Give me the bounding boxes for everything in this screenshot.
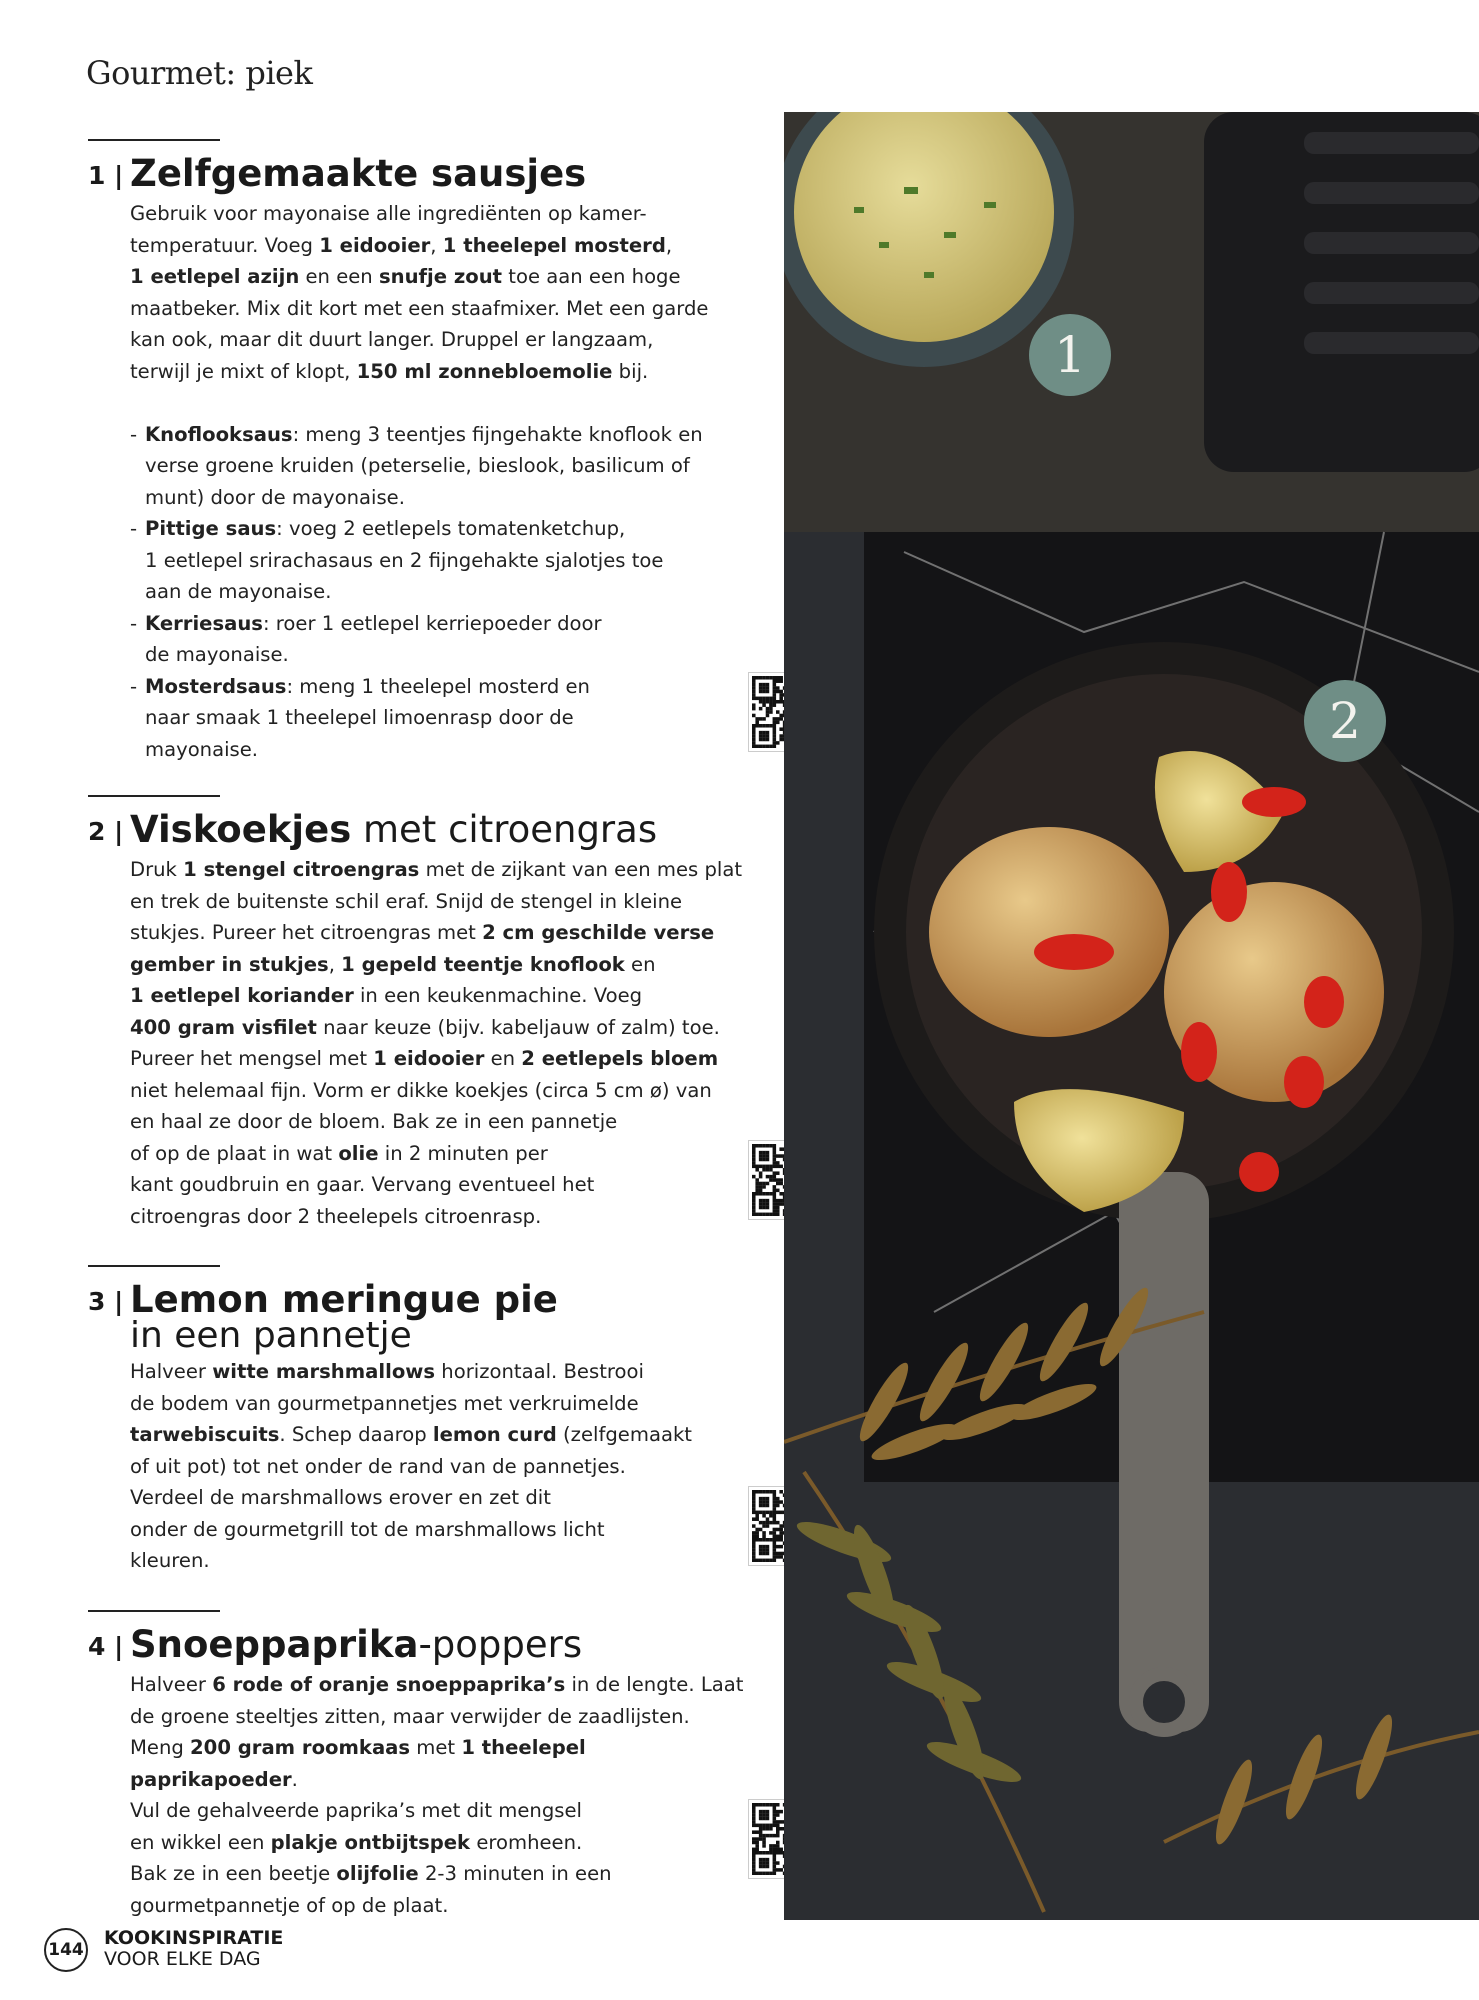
text-line [130,886,748,918]
ingredient-highlight: 1 eidooier [319,233,431,257]
text-line [130,1514,748,1546]
text-line [130,1043,748,1075]
text-run: munt) door de mayonaise. [145,485,405,509]
text-run: , [665,233,673,257]
ingredient-highlight: 1 theelepel mosterd [442,233,666,257]
text-run: Halveer [130,1673,213,1696]
ingredient-highlight: 1 gepeld teentje knoflook [341,952,625,976]
food-photo-illustration [784,112,1479,1920]
recipe-title-bold: Viskoekjes [130,808,352,851]
ingredient-highlight: tarwebiscuits [130,1423,280,1446]
text-run: en trek de buitenste schil eraf. Snijd de stengel in kleine [130,889,683,913]
text-run: terwijl je mixt of klopt, [130,359,357,383]
text-run: Pureer het mengsel met [130,1047,374,1070]
ingredient-highlight: 1 stengel citroengras [183,858,420,881]
ingredient-highlight: 1 eetlepel azijn [130,265,300,288]
section-rule [88,795,220,797]
ingredient-highlight: 150 ml zonnebloemolie [356,359,613,383]
ingredient-highlight: olijfolie [336,1862,419,1885]
text-line [130,482,748,514]
text-line [130,639,748,671]
text-run: in 2 minuten per [378,1141,548,1165]
text-run: . Schep daarop [279,1423,433,1446]
section-rule [88,1265,220,1267]
text-run: toe aan een hoge [502,265,681,288]
text-run: in een keukenmachine. Voeg [353,984,643,1007]
text-run: , [430,233,443,257]
ingredient-highlight: 1 eetlepel koriander [130,984,354,1007]
text-line [130,1388,748,1420]
text-run: , [328,952,342,976]
text-run: Verdeel de marshmallows erover en zet dit [130,1486,551,1509]
text-run: in de lengte. Laat [565,1673,744,1696]
recipe-number: 2 | [88,817,124,846]
recipe-title-regular: -poppers [418,1623,583,1666]
ingredient-highlight: 1 eidooier [373,1047,485,1070]
text-line [130,1482,748,1514]
recipe-body [130,1669,748,1921]
ingredient-highlight: 6 rode of oranje snoeppaprika’s [212,1673,566,1696]
text-run: de bodem van gourmetpannetjes met verkruimelde [130,1391,639,1415]
ingredient-highlight: witte marshmallows [212,1360,436,1383]
text-run: Meng [130,1736,191,1759]
text-run: bij. [612,359,649,383]
ingredient-highlight: 2 eetlepels bloem [521,1047,719,1070]
text-run: of uit pot) tot net onder de rand van de pannetjes. [130,1454,626,1478]
text-run: en haal ze door de bloem. Bak ze in een pannetje [130,1110,618,1133]
text-run: kleuren. [130,1549,210,1572]
recipe-body [130,854,748,1232]
text-run: : meng 1 theelepel mosterd en [286,674,590,698]
ingredient-highlight: Kerriesaus [145,611,263,635]
ingredient-highlight: olie [338,1141,379,1165]
ingredient-highlight: Pittige saus [145,517,277,540]
text-run: Vul de gehalveerde paprika’s met dit mengsel [130,1799,582,1822]
text-line [130,702,748,734]
recipe-4 [88,1625,748,1921]
photo-number-badge-1: 1 [1029,314,1111,396]
recipe-title [88,810,748,854]
bullet-line [130,608,748,640]
text-line [130,1732,748,1795]
text-run: de groene steeltjes zitten, maar verwijder de zaadlijsten. [130,1704,690,1728]
paragraph-gap [130,387,748,419]
section-rule [88,1610,220,1612]
text-run: horizontaal. Bestrooi [435,1360,644,1383]
text-line [130,1669,748,1701]
text-line [130,230,748,262]
text-line [130,1106,748,1138]
recipe-title [88,1625,748,1669]
photo-number-badge-2: 2 [1304,680,1386,762]
text-run: en [484,1047,522,1070]
recipe-2 [88,810,748,1232]
text-line [130,293,748,325]
recipe-number: 4 | [88,1632,124,1661]
text-line [130,1169,748,1201]
text-run: mayonaise. [145,737,259,761]
ingredient-highlight: lemon curd [432,1423,557,1446]
text-run: kant goudbruin en gaar. Vervang eventueel het [130,1173,595,1196]
text-run: stukjes. Pureer het citroengras met [130,921,483,944]
text-line [130,261,748,293]
text-run: de mayonaise. [145,643,289,666]
text-line [130,1075,748,1107]
text-run: Halveer [130,1360,213,1383]
recipe-3 [88,1280,748,1577]
recipe-title-bold: Lemon meringue pie [130,1278,558,1321]
text-run: aan de mayonaise. [145,580,332,603]
text-line [130,949,748,981]
text-line [130,450,748,482]
text-run: citroengras door 2 theelepels citroenrasp. [130,1204,542,1228]
text-line [130,917,748,949]
text-line [130,1138,748,1170]
text-line [130,854,748,886]
text-line [130,1858,748,1890]
ingredient-highlight: 400 gram visfilet [130,1015,317,1039]
ingredient-highlight: gember in stukjes [130,952,329,976]
text-line [130,198,748,230]
recipe-subtitle: in een pannetje [130,1315,412,1356]
recipe-title-bold: Zelfgemaakte sausjes [130,152,587,195]
ingredient-highlight: Knoflooksaus [145,422,293,446]
text-line [130,1890,748,1922]
text-line [130,1419,748,1451]
page-number: 144 [44,1928,88,1972]
text-run: naar smaak 1 theelepel limoenrasp door de [145,706,574,729]
food-photo [784,112,1479,1920]
text-run: Druk [130,858,184,881]
recipe-1 [88,154,748,765]
ingredient-highlight: Mosterdsaus [145,674,287,698]
text-run: Gebruik voor mayonaise alle ingrediënten op kamer- [130,202,647,225]
recipe-number: 3 | [88,1287,124,1316]
text-run: maatbeker. Mix dit kort met een staafmixer. Met een garde [130,296,709,320]
text-line [130,545,748,577]
text-run: naar keuze (bijv. kabeljauw of zalm) toe. [316,1015,720,1039]
text-run: : roer 1 eetlepel kerriepoeder door [262,611,602,635]
recipe-number: 1 | [88,161,124,190]
text-run: 2-3 minuten in een [418,1862,612,1885]
bullet-line [130,513,748,545]
footer-brand [104,1928,283,1970]
text-run: en een [299,265,379,288]
text-line [130,980,748,1012]
text-line [130,1012,748,1044]
text-run: . [291,1767,298,1791]
text-run: en [624,952,656,976]
text-line [130,1545,748,1577]
text-line [130,1356,748,1388]
ingredient-highlight: 2 cm geschilde verse [482,921,715,944]
text-run: eromheen. [470,1830,583,1854]
text-run: of op de plaat in wat [130,1141,339,1165]
text-run: niet helemaal fijn. Vorm er dikke koekjes (circa 5 cm ø) van [130,1078,712,1102]
text-line [130,1201,748,1233]
ingredient-highlight: snufje zout [378,265,503,288]
text-run: met de zijkant van een mes plat [419,858,743,881]
text-run: : meng 3 teentjes fijngehakte knoflook en [292,422,703,446]
bullet-line [130,671,748,703]
text-line [130,734,748,766]
recipe-title [88,154,748,198]
text-run: en wikkel een [130,1830,271,1854]
recipe-title-bold: Snoeppaprika [130,1623,419,1666]
recipe-body [130,198,748,765]
footer-brand-line2: VOOR ELKE DAG [104,1948,261,1970]
ingredient-highlight: 200 gram roomkaas [190,1736,411,1759]
bullet-line [130,419,748,451]
text-run: Bak ze in een beetje [130,1862,337,1885]
recipe-title-regular: met citroengras [351,808,658,851]
section-rule [88,139,220,141]
ingredient-highlight: plakje ontbijtspek [270,1830,471,1854]
text-line [130,356,748,388]
text-line [130,576,748,608]
text-line [130,1451,748,1483]
text-run: (zelfgemaakt [556,1423,692,1446]
recipe-body [130,1356,748,1577]
text-run: 1 eetlepel srirachasaus en 2 fijngehakte sjalotjes toe [145,548,664,572]
text-line [130,324,748,356]
text-run: kan ook, maar dit duurt langer. Druppel er langzaam, [130,328,654,351]
text-run: verse groene kruiden (peterselie, bieslook, basilicum of [145,454,690,477]
text-line [130,1827,748,1859]
text-line [130,1795,748,1827]
text-run: met [410,1736,462,1759]
text-run: : voeg 2 eetlepels tomatenketchup, [276,517,626,540]
footer-brand-line1: KOOKINSPIRATIE [104,1927,284,1949]
text-run: temperatuur. Voeg [130,233,320,257]
text-line [130,1701,748,1733]
ingredient-highlight: 1 theelepel paprikapoeder [130,1736,586,1791]
text-run: gourmetpannetje of op de plaat. [130,1893,449,1917]
page-header: Gourmet: piek [86,54,313,92]
text-run: onder de gourmetgrill tot de marshmallows licht [130,1517,605,1541]
